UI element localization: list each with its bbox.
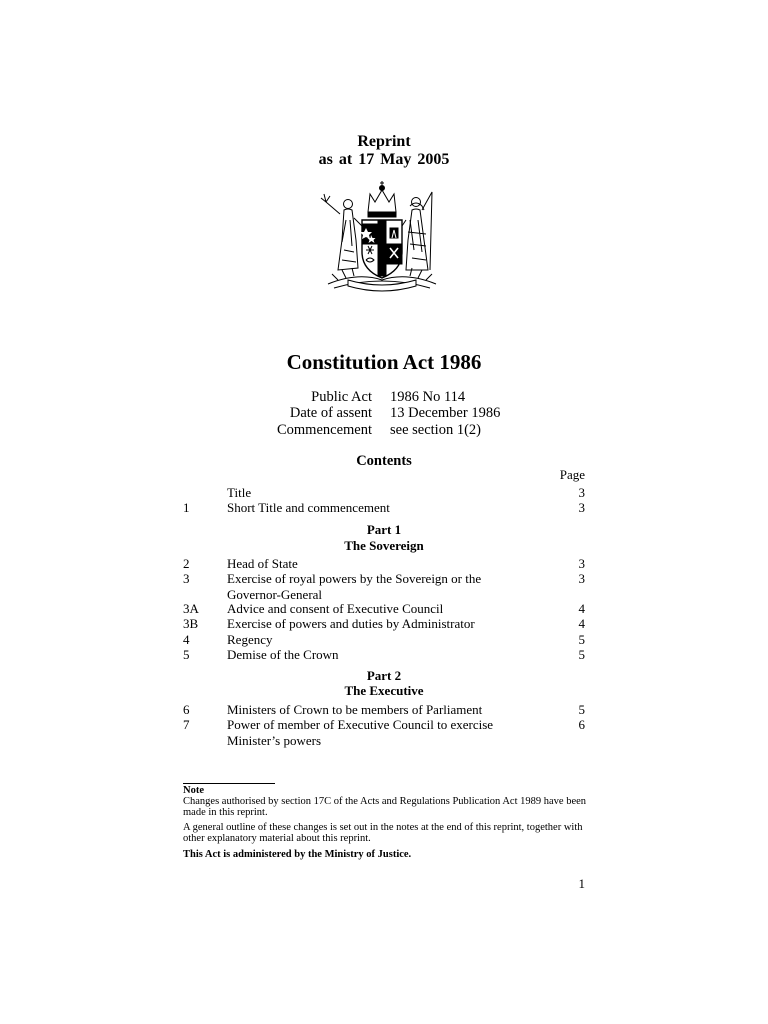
toc-section-title: Demise of the Crown	[227, 647, 339, 662]
toc-section-number: 5	[183, 647, 190, 662]
note-paragraph-1: Changes authorised by section 17C of the Acts and Regulations Publication Act 1989 have been made in this reprint.	[183, 796, 587, 818]
meta-label: Date of assent	[289, 405, 372, 421]
toc-section-number: 1	[183, 500, 190, 515]
toc-page-number: 3	[578, 485, 585, 500]
toc-section-number: 3	[183, 571, 190, 586]
toc-section-number: 7	[183, 717, 190, 732]
meta-value: see section 1(2)	[390, 422, 481, 438]
note-paragraph-2: A general outline of these changes is set out in the notes at the end of this reprint, together with other explanatory material about this reprint.	[183, 822, 583, 844]
toc-page-number: 3	[578, 500, 585, 515]
reprint-date: as at 17 May 2005	[318, 151, 450, 168]
reprint-heading: Reprint	[357, 133, 411, 150]
part-2-title: The Executive	[344, 683, 424, 698]
act-meta-date-of-assent	[0, 404, 768, 422]
toc-section-number: 2	[183, 556, 190, 571]
toc-page-number: 6	[578, 717, 585, 732]
toc-section-title: Exercise of powers and duties by Administrator	[227, 616, 475, 631]
toc-section-number: 4	[183, 632, 190, 647]
toc-page-number: 5	[578, 702, 585, 717]
toc-page-number: 5	[578, 632, 585, 647]
toc-section-title: Power of member of Executive Council to exercise Minister’s powers	[227, 717, 494, 748]
act-title: Constitution Act 1986	[286, 350, 482, 374]
toc-section-title: Title	[227, 485, 252, 500]
toc-page-number: 3	[578, 571, 585, 586]
toc-section-title: Advice and consent of Executive Council	[227, 601, 444, 616]
meta-label: Commencement	[276, 422, 372, 438]
meta-value: 13 December 1986	[390, 405, 501, 421]
coat-of-arms-icon	[318, 180, 446, 296]
meta-label: Public Act	[311, 389, 372, 405]
toc-section-title: Head of State	[227, 556, 298, 571]
toc-section-title: Regency	[227, 632, 273, 647]
toc-section-title: Ministers of Crown to be members of Parliament	[227, 702, 483, 717]
toc-section-number: 3B	[183, 616, 199, 631]
part-1-title: The Sovereign	[344, 538, 424, 553]
toc-page-number: 3	[578, 556, 585, 571]
administered-by-note: This Act is administered by the Ministry of Justice.	[183, 849, 412, 860]
page-column-heading: Page	[559, 467, 585, 482]
toc-section-number: 6	[183, 702, 190, 717]
toc-section-title: Short Title and commencement	[227, 500, 390, 515]
part-2-number: Part 2	[366, 668, 402, 683]
page-number: 1	[578, 876, 585, 891]
act-meta-commencement	[0, 421, 768, 439]
footnote-rule	[183, 783, 275, 784]
note-heading: Note	[183, 785, 204, 796]
toc-section-number: 3A	[183, 601, 199, 616]
toc-page-number: 5	[578, 647, 585, 662]
toc-section-title: Exercise of royal powers by the Sovereign or the Governor-General	[227, 571, 482, 602]
contents-heading: Contents	[356, 453, 412, 469]
meta-value: 1986 No 114	[390, 389, 466, 405]
part-1-number: Part 1	[366, 522, 402, 537]
toc-page-number: 4	[578, 616, 585, 631]
toc-page-number: 4	[578, 601, 585, 616]
